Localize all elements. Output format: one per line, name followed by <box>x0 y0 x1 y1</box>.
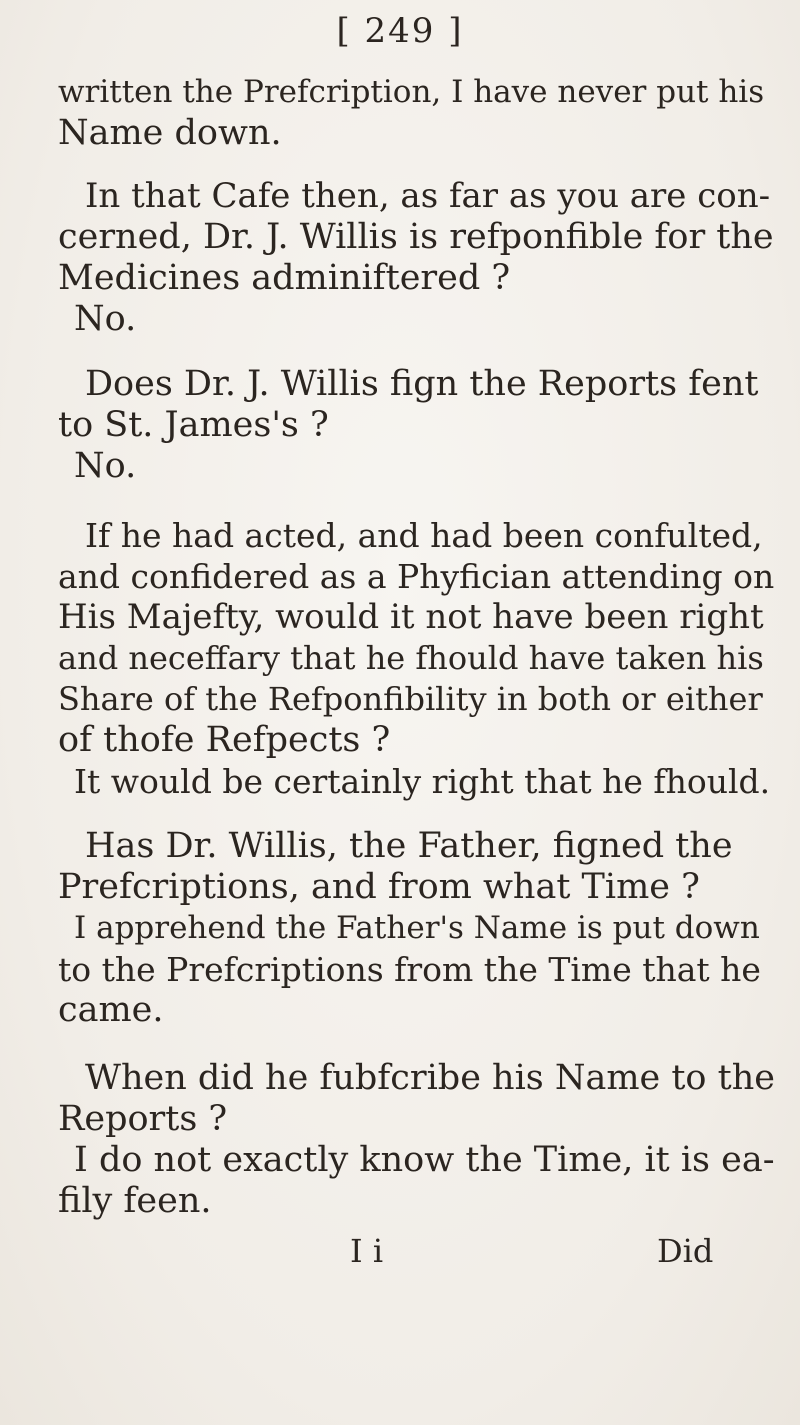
text-line: His Majefty, would it not have been right <box>58 597 764 637</box>
text-line: Share of the Refponfibility in both or either <box>58 680 763 718</box>
text-line: When did he fubfcribe his Name to the <box>85 1058 775 1098</box>
text-line: of thofe Refpects ? <box>58 720 391 760</box>
text-line: to St. James's ? <box>58 405 329 445</box>
text-line: fily feen. <box>58 1181 212 1221</box>
text-line: to the Prefcriptions from the Time that he <box>58 950 761 989</box>
text-line: Reports ? <box>58 1099 228 1139</box>
text-line: No. <box>74 299 137 339</box>
text-line: I apprehend the Father's Name is put down <box>74 910 760 946</box>
catchword: Did <box>657 1232 714 1270</box>
text-line: came. <box>58 990 164 1030</box>
text-line: I do not exactly know the Time, it is ea- <box>74 1140 775 1180</box>
text-line: Prefcriptions, and from what Time ? <box>58 867 700 907</box>
text-line: and neceffary that he fhould have taken his <box>58 639 764 677</box>
text-line: If he had acted, and had been confulted, <box>85 516 763 555</box>
text-line: In that Cafe then, as far as you are con- <box>85 176 771 216</box>
text-line: Does Dr. J. Willis fign the Reports fent <box>85 364 759 404</box>
text-line: Has Dr. Willis, the Father, figned the <box>85 826 733 866</box>
text-line: Name down. <box>58 113 282 153</box>
signature-mark: I i <box>350 1232 384 1270</box>
page-number: [ 249 ] <box>336 11 464 51</box>
text-line: Medicines adminiftered ? <box>58 258 511 298</box>
text-line: It would be certainly right that he fhould. <box>74 762 771 801</box>
text-line: and confidered as a Phyfician attending on <box>58 557 775 596</box>
text-line: No. <box>74 446 137 486</box>
text-line: written the Prefcription, I have never put his <box>58 74 765 110</box>
text-line: cerned, Dr. J. Willis is refponfible for the <box>58 217 774 257</box>
